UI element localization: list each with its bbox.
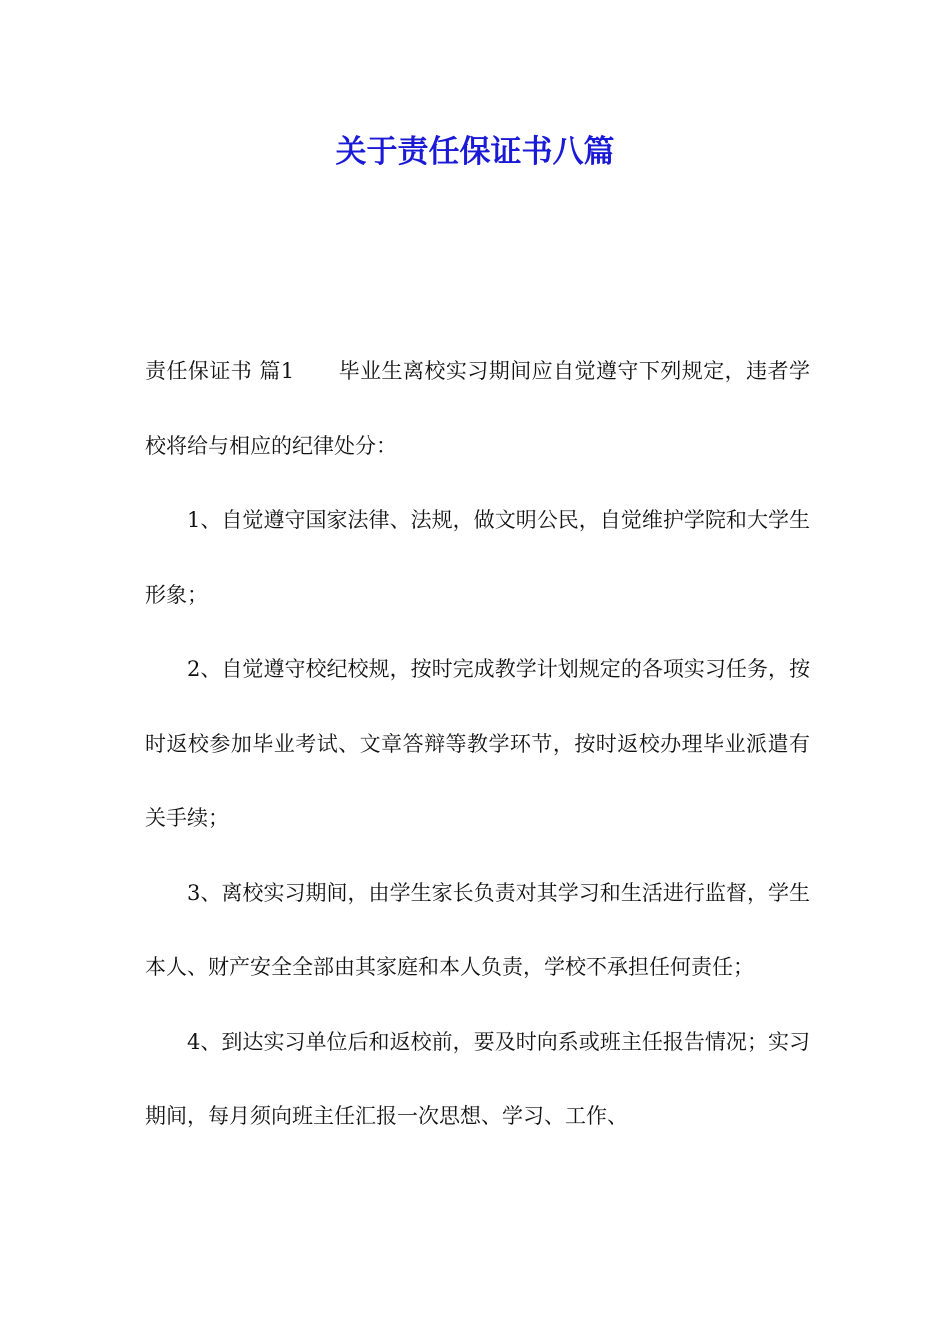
document-title: 关于责任保证书八篇: [335, 134, 615, 170]
document-body: [145, 334, 810, 1154]
list-item: 4、到达实习单位后和返校前，要及时向系或班主任报告情况；实习期间，每月须向班主任汇报一次思想、学习、工作、: [145, 1029, 810, 1128]
section-label: 责任保证书 篇1: [145, 359, 295, 383]
intro-paragraph: [145, 334, 810, 483]
list-item: 2、自觉遵守校纪校规，按时完成教学计划规定的各项实习任务，按时返校参加毕业考试、文章答辩等教学环节，按时返校办理毕业派遣有关手续；: [145, 657, 810, 830]
intro-text: 毕业生离校实习期间应自觉遵守下列规定，违者学校将给与相应的纪律处分：: [145, 359, 810, 458]
list-item: 1、自觉遵守国家法律、法规，做文明公民，自觉维护学院和大学生形象；: [145, 508, 810, 607]
list-item: 3、离校实习期间，由学生家长负责对其学习和生活进行监督，学生本人、财产安全全部由其家庭和本人负责，学校不承担任何责任；: [145, 880, 810, 979]
